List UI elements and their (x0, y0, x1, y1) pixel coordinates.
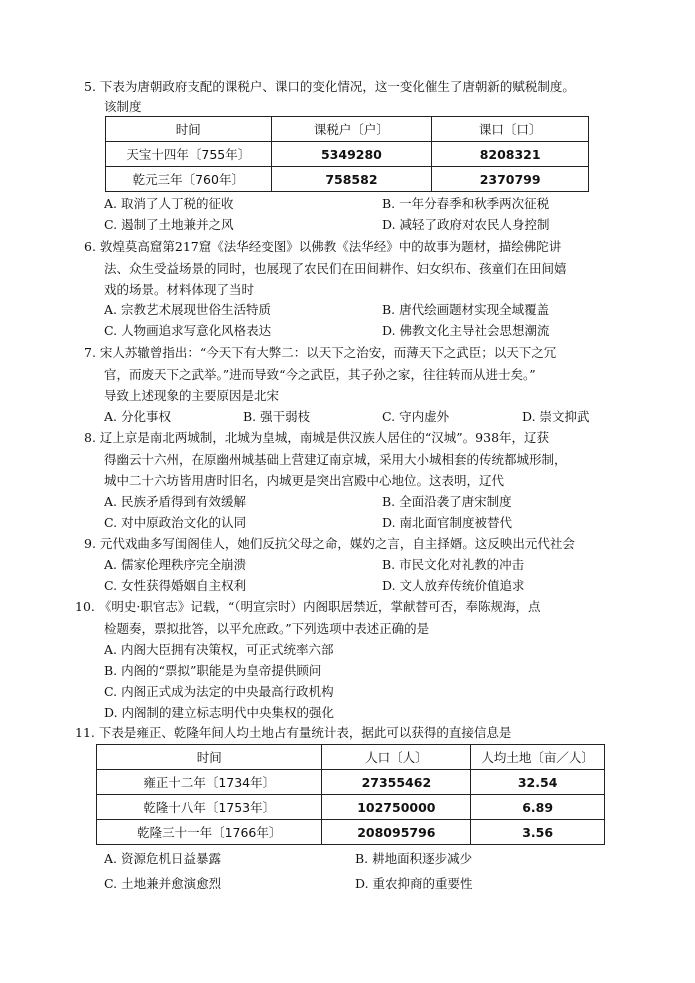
table-cell: 208095796 (322, 820, 471, 845)
q8-option-c[interactable]: C. 对中原政治文化的认同 (104, 515, 247, 530)
q6-stem-line-2: 法、众生受益场景的同时，也展现了农民们在田间耕作、妇女织布、孩童们在田间嬉 (104, 261, 567, 276)
q10-stem-line-1: 10. 《明史·职官志》记载，“（明宣宗时）内阁职居禁近，掌献替可否，奉陈规海，点 (75, 599, 541, 614)
table-cell: 乾隆三十一年〔1766年〕 (97, 820, 322, 845)
table-row (106, 167, 589, 192)
q6-stem-line-3: 戏的场景。材料体现了当时 (104, 282, 255, 297)
q8-stem-line-2: 得幽云十六州，在原幽州城基础上营建辽南京城，采用大小城相套的传统都城形制， (104, 452, 567, 467)
table-header-cell: 人均土地〔亩／人〕 (471, 745, 605, 770)
table-cell: 雍正十二年〔1734年〕 (97, 770, 322, 795)
table-header-cell: 课税户〔户〕 (271, 117, 432, 142)
q6-option-b[interactable]: B. 唐代绘画题材实现全域覆盖 (382, 302, 550, 317)
table-header-row (97, 745, 605, 770)
table-cell: 27355462 (322, 770, 471, 795)
table-cell: 8208321 (432, 142, 589, 167)
q6-option-d[interactable]: D. 佛教文化主导社会思想潮流 (382, 323, 550, 338)
q9-option-c[interactable]: C. 女性获得婚姻自主权利 (104, 578, 247, 593)
table-cell: 乾元三年〔760年〕 (106, 167, 272, 192)
q6-option-c[interactable]: C. 人物画追求写意化风格表达 (104, 323, 272, 338)
q6-option-a[interactable]: A. 宗教艺术展现世俗生活特质 (104, 302, 271, 317)
q10-option-b[interactable]: B. 内阁的“票拟”职能是为皇帝提供顾问 (104, 663, 322, 678)
q9-option-b[interactable]: B. 市民文化对礼教的冲击 (382, 557, 525, 572)
table-header-cell: 时间 (97, 745, 322, 770)
q10-stem-line-2: 检题奏，票拟批答，以平允庶政。”下列选项中表述正确的是 (104, 621, 430, 636)
q9-stem-line-1: 9. 元代戏曲多写闺阁佳人，她们反抗父母之命，媒妁之言，自主择婿。这反映出元代社会 (84, 536, 575, 551)
table-cell: 天宝十四年〔755年〕 (106, 142, 272, 167)
q7-option-d[interactable]: D. 崇文抑武 (522, 409, 590, 424)
q7-stem-line-2: 官，而废天下之武举。”进而导致“今之武臣，其子孙之家，往往转而从进士矣。” (104, 367, 536, 382)
q6-stem-line-1: 6. 敦煌莫高窟第217窟《法华经变图》以佛教《法华经》中的故事为题材，描绘佛陀讲 (84, 239, 562, 254)
table-cell: 6.89 (471, 795, 605, 820)
q5-option-a[interactable]: A. 取消了人丁税的征收 (104, 196, 234, 211)
q11-stem: 11. 下表是雍正、乾隆年间人均土地占有量统计表，据此可以获得的直接信息是 (75, 725, 512, 740)
q5-option-b[interactable]: B. 一年分春季和秋季两次征税 (382, 196, 550, 211)
table-row (106, 142, 589, 167)
q5-stem-line-2: 该制度 (104, 99, 142, 114)
q11-option-c[interactable]: C. 土地兼并愈演愈烈 (104, 876, 222, 891)
q5-stem-line-1: 5. 下表为唐朝政府支配的课税户、课口的变化情况，这一变化催生了唐朝新的赋税制度。 (84, 79, 575, 94)
table-row (97, 795, 605, 820)
q10-option-d[interactable]: D. 内阁制的建立标志明代中央集权的强化 (104, 705, 335, 720)
q7-stem-line-1: 7. 宋人苏辙曾指出：“今天下有大弊二：以天下之治安，而薄天下之武臣；以天下之冗 (84, 345, 557, 360)
q7-option-a[interactable]: A. 分化事权 (104, 409, 171, 424)
table-header-cell: 人口〔人〕 (322, 745, 471, 770)
q11-table (96, 744, 605, 845)
q7-option-b[interactable]: B. 强干弱枝 (243, 409, 311, 424)
table-cell: 758582 (271, 167, 432, 192)
q7-option-c[interactable]: C. 守内虚外 (382, 409, 450, 424)
table-row (97, 770, 605, 795)
q9-option-a[interactable]: A. 儒家伦理秩序完全崩溃 (104, 557, 246, 572)
q8-option-d[interactable]: D. 南北面官制度被替代 (382, 515, 513, 530)
q8-option-b[interactable]: B. 全面沿袭了唐宋制度 (382, 494, 512, 509)
q5-table (105, 116, 589, 192)
q10-option-c[interactable]: C. 内阁正式成为法定的中央最高行政机构 (104, 684, 334, 699)
table-header-cell: 课口〔口〕 (432, 117, 589, 142)
q11-option-a[interactable]: A. 资源危机日益暴露 (104, 851, 221, 866)
q9-option-d[interactable]: D. 文人放弃传统价值追求 (382, 578, 525, 593)
table-cell: 5349280 (271, 142, 432, 167)
table-cell: 102750000 (322, 795, 471, 820)
q8-stem-line-1: 8. 辽上京是南北两城制，北城为皇城，南城是供汉族人居住的“汉城”。938年，辽获 (84, 430, 550, 445)
q10-option-a[interactable]: A. 内阁大臣拥有决策权，可正式统率六部 (104, 642, 334, 657)
table-cell: 乾隆十八年〔1753年〕 (97, 795, 322, 820)
table-row (97, 820, 605, 845)
q8-stem-line-3: 城中二十六坊皆用唐时旧名，内城更是突出宫殿中心地位。这表明，辽代 (104, 473, 505, 488)
table-cell: 32.54 (471, 770, 605, 795)
q5-option-d[interactable]: D. 减轻了政府对农民人身控制 (382, 217, 550, 232)
q7-stem-line-3: 导致上述现象的主要原因是北宋 (104, 388, 280, 403)
table-header-cell: 时间 (106, 117, 272, 142)
q8-option-a[interactable]: A. 民族矛盾得到有效缓解 (104, 494, 246, 509)
table-cell: 3.56 (471, 820, 605, 845)
q11-option-d[interactable]: D. 重农抑商的重要性 (355, 876, 473, 891)
q5-option-c[interactable]: C. 遏制了土地兼并之风 (104, 217, 234, 232)
q11-option-b[interactable]: B. 耕地面积逐步减少 (355, 851, 473, 866)
table-header-row (106, 117, 589, 142)
table-cell: 2370799 (432, 167, 589, 192)
